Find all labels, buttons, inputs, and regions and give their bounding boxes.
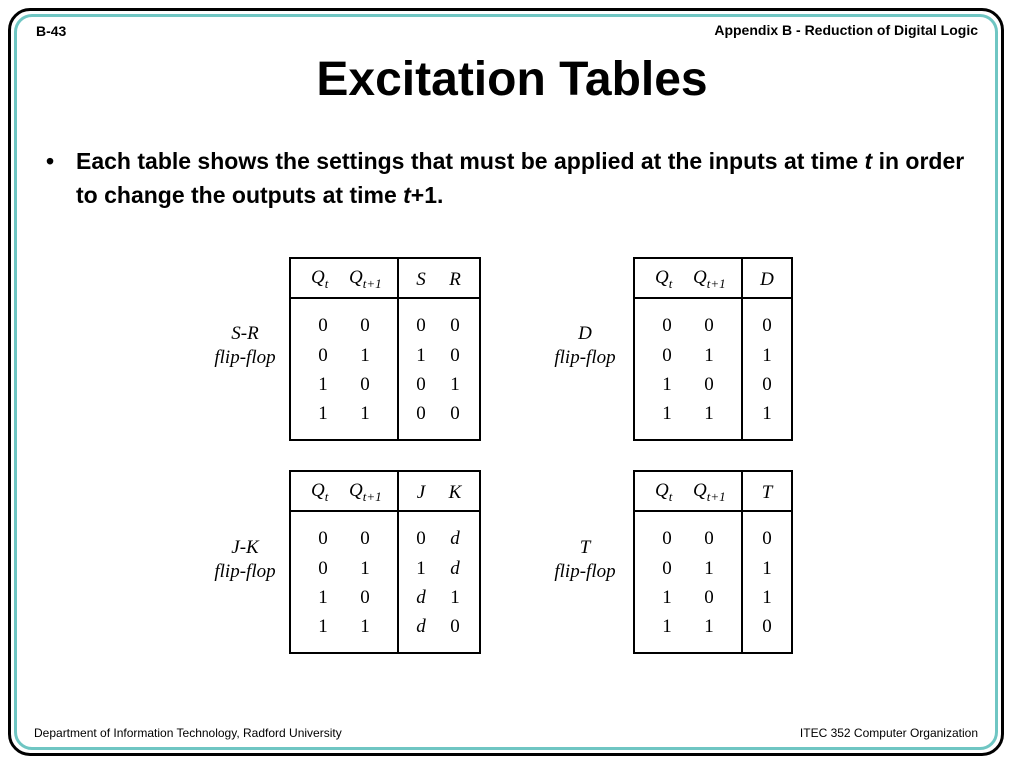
table-cell: 1: [360, 403, 370, 424]
table-cell: 1: [662, 374, 672, 395]
table-cell: 0: [450, 315, 460, 336]
footer-right: ITEC 352 Computer Organization: [799, 726, 978, 740]
header-input-r: R: [449, 269, 461, 290]
table-cell: 0: [318, 558, 328, 579]
table-cell: 0: [318, 528, 328, 549]
table-cell: 0: [762, 315, 772, 336]
table-cell: 0: [704, 315, 714, 336]
table-cell: 1: [762, 345, 772, 366]
table-cell: 1: [662, 403, 672, 424]
table-cell: 1: [704, 403, 714, 424]
header-q-t1: $Q_{t+1}$: [349, 480, 382, 504]
table-cell: 0: [416, 374, 426, 395]
table-cell: 0: [318, 315, 328, 336]
table-cell: 0: [360, 374, 370, 395]
bullet-dot: •: [46, 148, 55, 174]
page-title: Excitation Tables: [316, 53, 708, 106]
table-cell: 0: [704, 528, 714, 549]
table-cell: 1: [762, 558, 772, 579]
table-cell: 0: [416, 315, 426, 336]
table-cell: 0: [762, 374, 772, 395]
table-label-t: T flip-flop: [554, 537, 616, 582]
table-cell: 1: [318, 374, 328, 395]
excitation-table-sr: [289, 257, 481, 441]
table-cell: 0: [704, 374, 714, 395]
header-q-t: $Q_t$: [311, 480, 329, 504]
table-cell: d: [450, 528, 460, 549]
table-cell: 0: [450, 345, 460, 366]
excitation-table-d: [633, 257, 793, 441]
table-label-sr: S-R flip-flop: [214, 323, 276, 368]
header-input-k: K: [448, 482, 462, 503]
table-cell: 1: [318, 616, 328, 637]
bullet-text: Each table shows the settings that must be applied at the inputs at time t in order to change the outputs at time t+1.: [76, 148, 965, 208]
slide-number: B-43: [36, 23, 67, 39]
table-cell: 1: [704, 345, 714, 366]
table-header-rule: [635, 510, 791, 512]
table-label-jk: J-K flip-flop: [214, 537, 276, 582]
table-cell: 0: [450, 403, 460, 424]
table-cell: 1: [416, 345, 426, 366]
table-label-d: D flip-flop: [554, 323, 616, 368]
header-input-s: S: [416, 269, 426, 290]
table-cell: 1: [450, 587, 460, 608]
header-q-t: $Q_t$: [311, 267, 329, 291]
table-cell: 1: [762, 403, 772, 424]
header-q-t1: $Q_{t+1}$: [693, 267, 726, 291]
header-input-d: D: [760, 269, 774, 290]
header-q-t1: $Q_{t+1}$: [693, 480, 726, 504]
table-cell: 1: [318, 587, 328, 608]
table-header-rule: [635, 297, 791, 299]
table-cell: 1: [704, 616, 714, 637]
table-cell: 0: [360, 528, 370, 549]
table-cell: d: [450, 558, 460, 579]
footer-left: Department of Information Technology, Radford University: [34, 726, 342, 740]
excitation-table-t: [633, 470, 793, 654]
table-cell: 0: [762, 528, 772, 549]
header-q-t: $Q_t$: [655, 267, 673, 291]
table-cell: 0: [662, 345, 672, 366]
table-cell: 0: [762, 616, 772, 637]
table-cell: 1: [416, 558, 426, 579]
section-header: Appendix B - Reduction of Digital Logic: [714, 22, 978, 38]
table-cell: 1: [360, 345, 370, 366]
table-cell: 1: [360, 616, 370, 637]
table-cell: 0: [416, 403, 426, 424]
table-cell: 1: [450, 374, 460, 395]
table-cell: 0: [416, 528, 426, 549]
table-cell: 1: [704, 558, 714, 579]
table-cell: d: [416, 587, 426, 608]
table-cell: 0: [360, 315, 370, 336]
table-cell: 0: [450, 616, 460, 637]
table-column-divider: [741, 472, 743, 652]
header-q-t: $Q_t$: [655, 480, 673, 504]
table-cell: 1: [662, 587, 672, 608]
header-q-t1: $Q_{t+1}$: [349, 267, 382, 291]
excitation-table-jk: [289, 470, 481, 654]
table-cell: 0: [704, 587, 714, 608]
table-header-rule: [291, 297, 479, 299]
table-cell: 0: [662, 315, 672, 336]
table-cell: 1: [762, 587, 772, 608]
table-cell: d: [416, 616, 426, 637]
table-cell: 1: [662, 616, 672, 637]
table-column-divider: [397, 472, 399, 652]
table-cell: 0: [662, 528, 672, 549]
table-column-divider: [397, 259, 399, 439]
table-cell: 0: [662, 558, 672, 579]
table-header-rule: [291, 510, 479, 512]
table-cell: 1: [318, 403, 328, 424]
table-cell: 0: [360, 587, 370, 608]
header-input-j: J: [416, 482, 426, 503]
table-cell: 1: [360, 558, 370, 579]
header-input-t: T: [761, 482, 773, 503]
table-column-divider: [741, 259, 743, 439]
table-cell: 0: [318, 345, 328, 366]
